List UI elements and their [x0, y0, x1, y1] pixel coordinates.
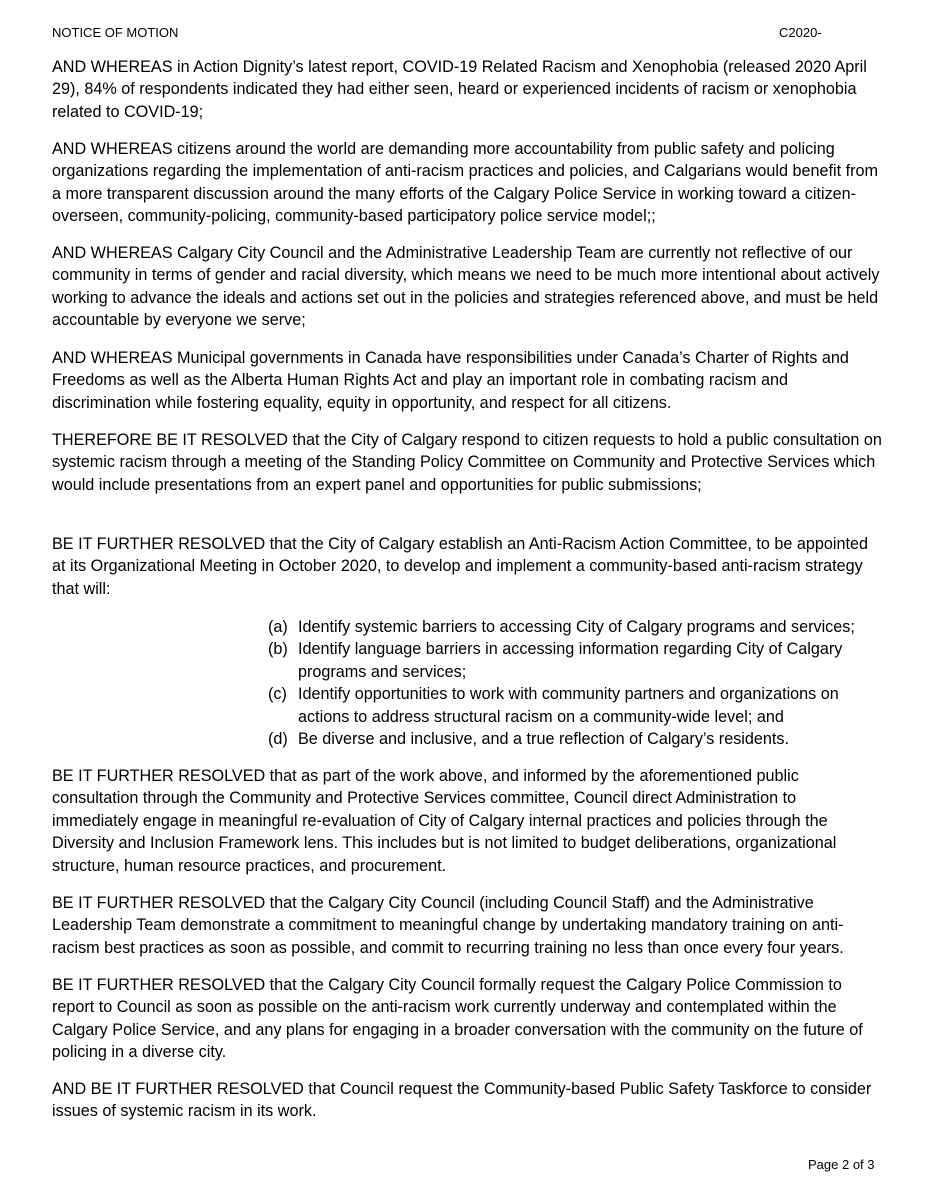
strategy-item-b — [268, 638, 888, 683]
paragraph-therefore-resolved: THEREFORE BE IT RESOLVED that the City of Calgary respond to citizen requests to hold a public consultation on systemic racism through a meeting of the Standing Policy Committee on Community and Protective Services which would include presentations from an expert panel and opportunities for public submissions; — [52, 431, 882, 494]
strategy-item-c — [268, 683, 888, 728]
document-header-title: NOTICE OF MOTION — [52, 25, 179, 40]
paragraph-police-commission: BE IT FURTHER RESOLVED that the Calgary City Council formally request the Calgary Police Commission to report to Council as soon as possible on the anti-racism work currently underway and contemplated within the Calgary Police Service, and any plans for engaging in a broader conversation with the community on the future of policing in a diverse city. — [52, 976, 863, 1062]
strategy-item-text: Be diverse and inclusive, and a true reflection of Calgary’s residents. — [298, 730, 789, 749]
motion-number: C2020- — [779, 25, 822, 40]
page-number: Page 2 of 3 — [808, 1157, 875, 1172]
strategy-item-text: Identify opportunities to work with community partners and organizations on actions to address structural racism on a community-wide level; and — [298, 685, 839, 726]
paragraph-public-safety-taskforce: AND BE IT FURTHER RESOLVED that Council request the Community-based Public Safety Taskforce to consider issues of systemic racism in its work. — [52, 1080, 872, 1121]
strategy-item-marker: (b) — [268, 640, 288, 659]
paragraph-whereas-municipal-governments: AND WHEREAS Municipal governments in Canada have responsibilities under Canada’s Charter of Rights and Freedoms as well as the Alberta Human Rights Act and play an important role in combating racism and discrimination while fostering equality, equity in opportunity, and respect for all citizens. — [52, 349, 849, 412]
strategy-item-text: Identify systemic barriers to accessing City of Calgary programs and services; — [298, 618, 855, 636]
paragraph-whereas-action-dignity: AND WHEREAS in Action Dignity’s latest report, COVID-19 Related Racism and Xenophobia (released 2020 April 29), 84% of respondents indicated they had either seen, heard or experienced incidents of racism or xenophobia related to COVID-19; — [52, 58, 867, 121]
paragraph-mandatory-training: BE IT FURTHER RESOLVED that the Calgary City Council (including Council Staff) and the Administrative Leadership Team demonstrate a commitment to meaningful change by undertaking mandatory training on anti-racism best practices as soon as possible, and commit to recurring training no less than once every four years. — [52, 894, 844, 957]
strategy-item-a — [268, 616, 888, 638]
strategy-list — [268, 616, 888, 750]
strategy-item-marker: (c) — [268, 685, 287, 704]
strategy-item-marker: (d) — [268, 730, 288, 749]
paragraph-re-evaluation: BE IT FURTHER RESOLVED that as part of the work above, and informed by the aforementioned public consultation through the Community and Protective Services committee, Council direct Administration to immediately engage in meaningful re-evaluation of City of Calgary internal practices and policies through the Diversity and Inclusion Framework lens. This includes but is not limited to budget deliberations, organizational structure, human resource practices, and procurement. — [52, 767, 837, 875]
paragraph-whereas-council-diversity: AND WHEREAS Calgary City Council and the Administrative Leadership Team are currently not reflective of our community in terms of gender and racial diversity, which means we need to be much more intentional about actively working to advance the ideals and actions set out in the policies and strategies referenced above, and must be held accountable by everyone we serve; — [52, 244, 880, 330]
strategy-item-d — [268, 728, 888, 750]
paragraph-whereas-accountability: AND WHEREAS citizens around the world are demanding more accountability from public safety and policing organizations regarding the implementation of anti-racism practices and policies, and Calgarians would benefit from a more transparent discussion around the many efforts of the Calgary Police Service in working toward a citizen-overseen, community-policing, community-based participatory police service model;; — [52, 140, 878, 226]
strategy-item-marker: (a) — [268, 618, 288, 636]
paragraph-anti-racism-committee: BE IT FURTHER RESOLVED that the City of Calgary establish an Anti-Racism Action Committee, to be appointed at its Organizational Meeting in October 2020, to develop and implement a community-based anti-racism strategy that will: — [52, 535, 869, 598]
strategy-item-text: Identify language barriers in accessing information regarding City of Calgary programs and services; — [298, 640, 843, 681]
